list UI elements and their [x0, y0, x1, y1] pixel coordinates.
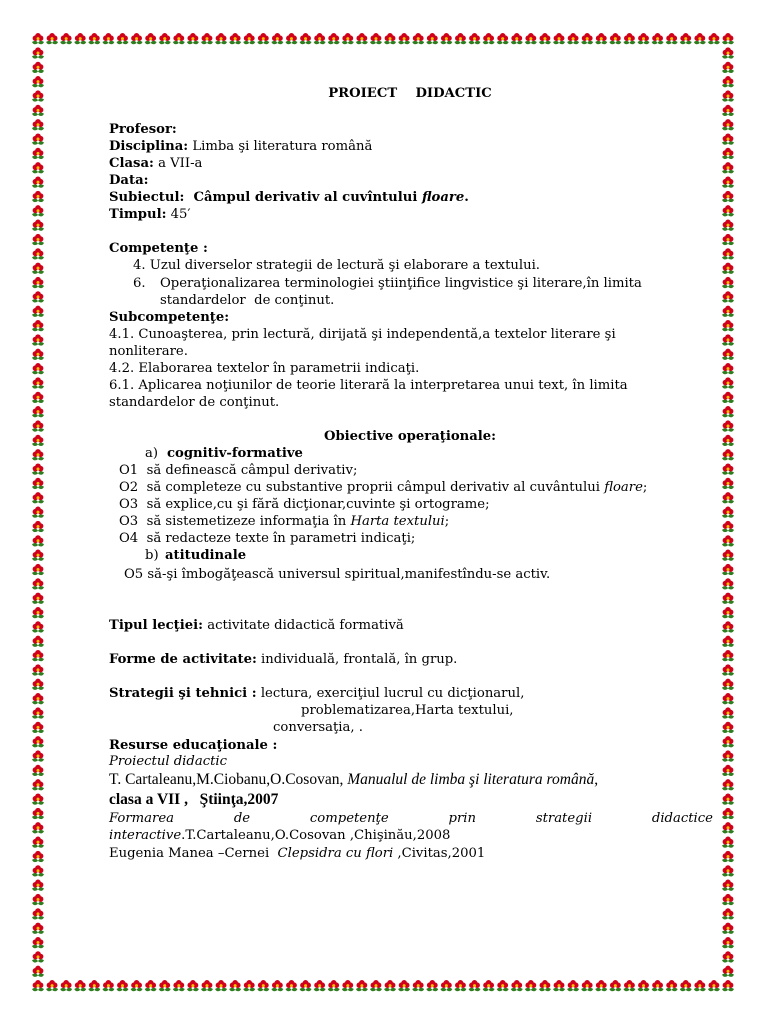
forme-activitate-line: Forme de activitate: individuală, frontală, în grup. [109, 652, 458, 667]
resurse-heading: Resurse educaţionale : [109, 738, 278, 753]
data-line: Data: [109, 173, 149, 188]
objective-o1: O1 să definească câmpul derivativ; [119, 463, 358, 478]
subcompetenta-line-2: nonliterare. [109, 344, 188, 359]
subcompetenta-line-1: 4.1. Cunoaşterea, prin lectură, dirijată şi independentă,a textelor literare şi [109, 327, 616, 342]
objective-o3b: O3 să sistemetizeze informaţia în Harta textului; [119, 514, 450, 529]
obiective-a-label: a) [145, 446, 159, 461]
resursa-formarea-line-2: interactive.T.Cartaleanu,O.Cosovan ,Chişinău,2008 [109, 828, 451, 843]
objective-o2: O2 să completeze cu substantive proprii câmpul derivativ al cuvântului floare; [119, 480, 648, 495]
strategii-line-3: conversaţia, . [273, 720, 363, 735]
clasa-line: Clasa: a VII-a [109, 156, 203, 171]
obiective-b-title: atitudinale [165, 548, 247, 563]
resursa-proiect: Proiectul didactic [109, 754, 227, 769]
resursa-clepsidra: Eugenia Manea –Cernei Clepsidra cu flori ,Civitas,2001 [109, 846, 486, 861]
resursa-manual-line-1: T. Cartaleanu,M.Ciobanu,O.Cosovan, Manualul de limba şi literatura română, [109, 771, 599, 788]
resursa-manual-line-2: clasa a VII , Ştiinţa,2007 [109, 791, 279, 808]
resursa-formarea-line-1: Formarea de competenţe prin strategii didactice [109, 811, 713, 826]
tipul-lectiei-line: Tipul lecţiei: activitate didactică formativă [109, 618, 404, 633]
competenta-6-line1: Operaţionalizarea terminologiei ştiinţifice lingvistice şi literare,în limita [160, 276, 642, 291]
timpul-line: Timpul: 45′ [109, 207, 191, 222]
profesor-line: Profesor: [109, 122, 177, 137]
disciplina-line: Disciplina: Limba şi literatura română [109, 139, 373, 154]
strategii-line-2: problematizarea,Harta textului, [301, 703, 514, 718]
objective-o4: O4 să redacteze texte în parametri indicaţi; [119, 531, 416, 546]
competenta-6-line2: standardelor de conţinut. [160, 293, 335, 308]
subcompetenta-line-5: standardelor de conţinut. [109, 395, 280, 410]
obiective-a-title: cognitiv-formative [167, 446, 303, 461]
strategii-line-1: Strategii şi tehnici : lectura, exerciţiul lucrul cu dicţionarul, [109, 686, 525, 701]
objective-o5: O5 să-şi îmbogăţească universul spiritual,manifestîndu-se activ. [124, 567, 551, 582]
competenta-4: 4. Uzul diverselor strategii de lectură şi elaborare a textului. [133, 258, 541, 273]
subcompetente-heading: Subcompetenţe: [109, 310, 230, 325]
document-title: PROIECT DIDACTIC [328, 86, 492, 101]
subiectul-line: Subiectul: Câmpul derivativ al cuvîntului floare. [109, 190, 469, 205]
competente-heading: Competenţe : [109, 241, 208, 256]
competenta-6-number: 6. [133, 276, 146, 291]
subcompetenta-line-4: 6.1. Aplicarea noţiunilor de teorie literară la interpretarea unui text, în limita [109, 378, 628, 393]
obiective-b-label: b) [145, 548, 159, 563]
subcompetenta-line-3: 4.2. Elaborarea textelor în parametrii indicaţi. [109, 361, 420, 376]
obiective-heading: Obiective operaţionale: [323, 429, 497, 444]
objective-o3a: O3 să explice,cu şi fără dicţionar,cuvinte şi ortograme; [119, 497, 490, 512]
